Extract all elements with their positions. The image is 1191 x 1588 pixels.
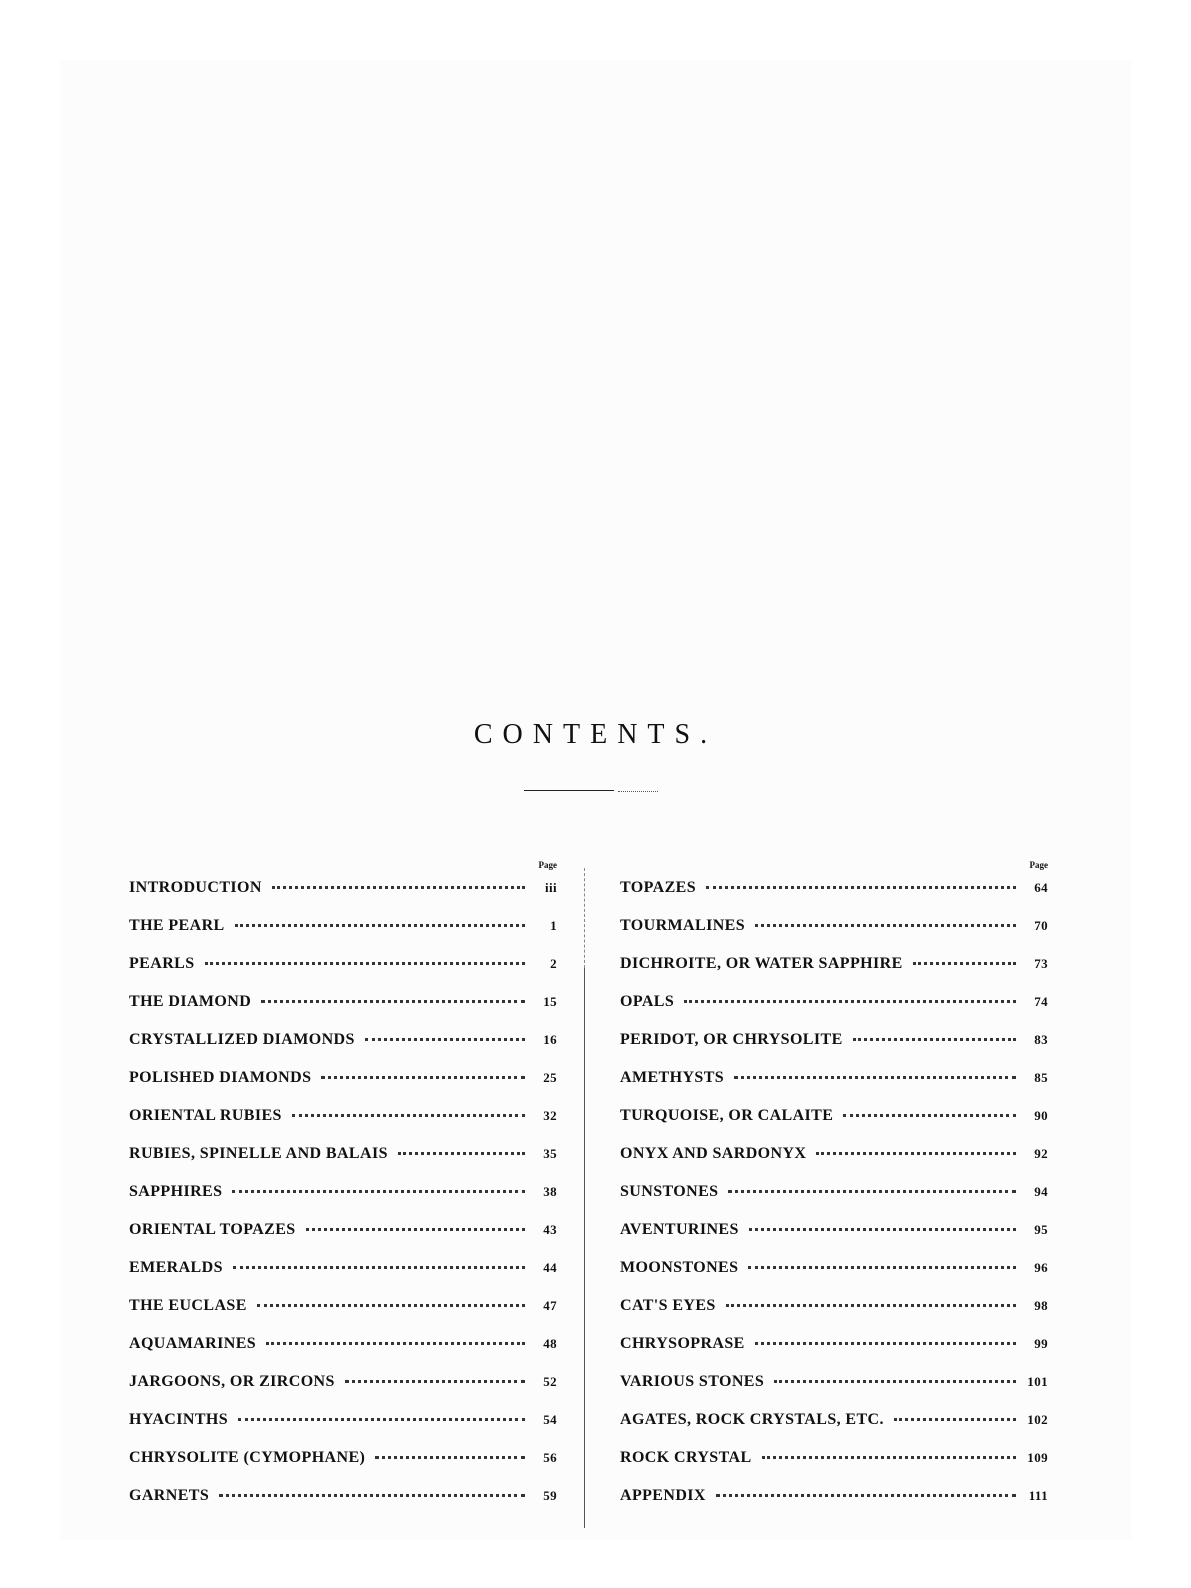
toc-entry-page: 43 xyxy=(543,1222,557,1237)
toc-entry-page: 32 xyxy=(543,1108,557,1123)
toc-entry-left xyxy=(129,1145,557,1183)
toc-entry-page: 52 xyxy=(543,1374,557,1389)
toc-entry-left xyxy=(129,1487,557,1525)
toc-entry-title: DICHROITE, OR WATER SAPPHIRE xyxy=(620,955,903,972)
toc-entry-page: 92 xyxy=(1034,1146,1048,1161)
toc-entry-right xyxy=(620,1411,1048,1449)
toc-entry-page: 95 xyxy=(1034,1222,1048,1237)
dot-leader xyxy=(266,1341,525,1345)
dot-leader xyxy=(238,1417,525,1421)
toc-entry-page: 96 xyxy=(1034,1260,1048,1275)
toc-entry-page: 74 xyxy=(1034,994,1048,1009)
toc-entry-page: 90 xyxy=(1034,1108,1048,1123)
toc-entry-page: 35 xyxy=(543,1146,557,1161)
toc-entry-page: 44 xyxy=(543,1260,557,1275)
toc-entry-page: 15 xyxy=(543,994,557,1009)
toc-entry-title: CHRYSOPRASE xyxy=(620,1335,745,1352)
toc-entry-title: APPENDIX xyxy=(620,1487,706,1504)
toc-entry-right xyxy=(620,1069,1048,1107)
toc-entry-page: 38 xyxy=(543,1184,557,1199)
toc-entry-title: RUBIES, SPINELLE AND BALAIS xyxy=(129,1145,388,1162)
toc-entry-title: TOPAZES xyxy=(620,879,697,896)
dot-leader xyxy=(219,1493,525,1497)
dot-leader xyxy=(716,1493,1016,1497)
toc-entry-page: 47 xyxy=(543,1298,557,1313)
dot-leader xyxy=(261,999,525,1003)
toc-entry-title: SUNSTONES xyxy=(620,1183,719,1200)
toc-entry-right xyxy=(620,955,1048,993)
toc-entry-page: 59 xyxy=(543,1488,557,1503)
toc-entry-left xyxy=(129,1259,557,1297)
column-divider-top xyxy=(584,868,585,968)
dot-leader xyxy=(734,1075,1016,1079)
dot-leader xyxy=(365,1037,525,1041)
dot-leader xyxy=(728,1189,1016,1193)
toc-entry-left xyxy=(129,879,557,917)
dot-leader xyxy=(232,1189,525,1193)
dot-leader xyxy=(774,1379,1016,1383)
toc-entry-right xyxy=(620,879,1048,917)
dot-leader xyxy=(913,961,1016,965)
toc-entry-title: AGATES, ROCK CRYSTALS, ETC. xyxy=(620,1411,884,1428)
toc-entry-left xyxy=(129,1031,557,1069)
dot-leader xyxy=(272,885,525,889)
dot-leader xyxy=(257,1303,525,1307)
toc-entry-page: 1 xyxy=(550,918,557,933)
toc-entry-title: AMETHYSTS xyxy=(620,1069,725,1086)
toc-entry-title: SAPPHIRES xyxy=(129,1183,223,1200)
toc-entry-page: iii xyxy=(544,880,557,895)
toc-entry-left xyxy=(129,1183,557,1221)
toc-entry-page: 56 xyxy=(543,1450,557,1465)
toc-entry-page: 25 xyxy=(543,1070,557,1085)
toc-entry-left xyxy=(129,917,557,955)
toc-entry-page: 85 xyxy=(1034,1070,1048,1085)
toc-entry-title: PEARLS xyxy=(129,955,195,972)
entries-right xyxy=(620,879,1048,1525)
toc-entry-title: VARIOUS STONES xyxy=(620,1373,765,1390)
toc-entry-right xyxy=(620,1031,1048,1069)
toc-entry-left xyxy=(129,1335,557,1373)
dot-leader xyxy=(843,1113,1016,1117)
toc-entry-right xyxy=(620,1335,1048,1373)
toc-entry-title: PERIDOT, OR CHRYSOLITE xyxy=(620,1031,843,1048)
title-rule xyxy=(524,790,614,791)
column-divider xyxy=(584,968,585,1528)
toc-entry-title: EMERALDS xyxy=(129,1259,223,1276)
toc-entry-right xyxy=(620,1221,1048,1259)
toc-entry-left xyxy=(129,955,557,993)
toc-entry-right xyxy=(620,1107,1048,1145)
dot-leader xyxy=(853,1037,1016,1041)
dot-leader xyxy=(706,885,1016,889)
dot-leader xyxy=(755,1341,1016,1345)
dot-leader xyxy=(205,961,525,965)
toc-entry-right xyxy=(620,917,1048,955)
toc-entry-title: AQUAMARINES xyxy=(129,1335,257,1352)
dot-leader xyxy=(684,999,1016,1003)
toc-entry-page: 111 xyxy=(1028,1488,1048,1503)
toc-entry-right xyxy=(620,1259,1048,1297)
toc-entry-title: THE PEARL xyxy=(129,917,225,934)
toc-entry-title: OPALS xyxy=(620,993,675,1010)
toc-entry-page: 48 xyxy=(543,1336,557,1351)
toc-entry-right xyxy=(620,1487,1048,1525)
toc-entry-left xyxy=(129,1373,557,1411)
title-rule-tail xyxy=(618,791,658,792)
toc-entry-title: TURQUOISE, OR CALAITE xyxy=(620,1107,834,1124)
dot-leader xyxy=(749,1227,1016,1231)
toc-entry-left xyxy=(129,1069,557,1107)
toc-entry-left xyxy=(129,1221,557,1259)
dot-leader xyxy=(235,923,525,927)
toc-entry-title: POLISHED DIAMONDS xyxy=(129,1069,312,1086)
dot-leader xyxy=(345,1379,525,1383)
toc-entry-page: 102 xyxy=(1027,1412,1048,1427)
toc-entry-title: ONYX AND SARDONYX xyxy=(620,1145,807,1162)
toc-entry-page: 99 xyxy=(1034,1336,1048,1351)
page-column-heading-left: Page xyxy=(538,860,557,870)
toc-entry-page: 83 xyxy=(1034,1032,1048,1047)
dot-leader xyxy=(292,1113,525,1117)
dot-leader xyxy=(306,1227,525,1231)
dot-leader xyxy=(321,1075,525,1079)
dot-leader xyxy=(755,923,1016,927)
toc-entry-title: TOURMALINES xyxy=(620,917,746,934)
toc-entry-title: INTRODUCTION xyxy=(129,879,262,896)
toc-entry-title: ORIENTAL RUBIES xyxy=(129,1107,282,1124)
toc-entry-left xyxy=(129,1297,557,1335)
toc-entry-page: 2 xyxy=(550,956,557,971)
toc-entry-title: JARGOONS, OR ZIRCONS xyxy=(129,1373,335,1390)
toc-entry-right xyxy=(620,1449,1048,1487)
toc-entry-page: 73 xyxy=(1034,956,1048,971)
entries-left xyxy=(129,879,557,1525)
toc-entry-title: CRYSTALLIZED DIAMONDS xyxy=(129,1031,355,1048)
toc-entry-title: AVENTURINES xyxy=(620,1221,739,1238)
toc-entry-page: 54 xyxy=(543,1412,557,1427)
toc-entry-page: 101 xyxy=(1027,1374,1048,1389)
toc-entry-title: CHRYSOLITE (CYMOPHANE) xyxy=(129,1449,366,1466)
toc-entry-left xyxy=(129,993,557,1031)
dot-leader xyxy=(894,1417,1016,1421)
toc-entry-left xyxy=(129,1107,557,1145)
page-column-heading-right: Page xyxy=(1029,860,1048,870)
toc-entry-right xyxy=(620,1297,1048,1335)
dot-leader xyxy=(762,1455,1016,1459)
page-title: CONTENTS. xyxy=(473,718,718,750)
dot-leader xyxy=(748,1265,1016,1269)
toc-entry-title: ORIENTAL TOPAZES xyxy=(129,1221,296,1238)
toc-entry-title: HYACINTHS xyxy=(129,1411,229,1428)
toc-entry-page: 94 xyxy=(1034,1184,1048,1199)
toc-entry-title: CAT'S EYES xyxy=(620,1297,716,1314)
dot-leader xyxy=(375,1455,525,1459)
toc-entry-right xyxy=(620,1373,1048,1411)
toc-entry-left xyxy=(129,1411,557,1449)
toc-entry-title: THE DIAMOND xyxy=(129,993,252,1010)
toc-entry-title: THE EUCLASE xyxy=(129,1297,247,1314)
dot-leader xyxy=(726,1303,1016,1307)
dot-leader xyxy=(816,1151,1016,1155)
toc-entry-right xyxy=(620,1145,1048,1183)
toc-entry-page: 70 xyxy=(1034,918,1048,933)
toc-entry-title: GARNETS xyxy=(129,1487,210,1504)
toc-entry-right xyxy=(620,993,1048,1031)
dot-leader xyxy=(398,1151,525,1155)
toc-entry-title: ROCK CRYSTAL xyxy=(620,1449,752,1466)
dot-leader xyxy=(233,1265,525,1269)
toc-entry-page: 109 xyxy=(1027,1450,1048,1465)
toc-entry-title: MOONSTONES xyxy=(620,1259,739,1276)
toc-entry-left xyxy=(129,1449,557,1487)
toc-entry-right xyxy=(620,1183,1048,1221)
toc-entry-page: 64 xyxy=(1034,880,1048,895)
toc-entry-page: 16 xyxy=(543,1032,557,1047)
toc-entry-page: 98 xyxy=(1034,1298,1048,1313)
